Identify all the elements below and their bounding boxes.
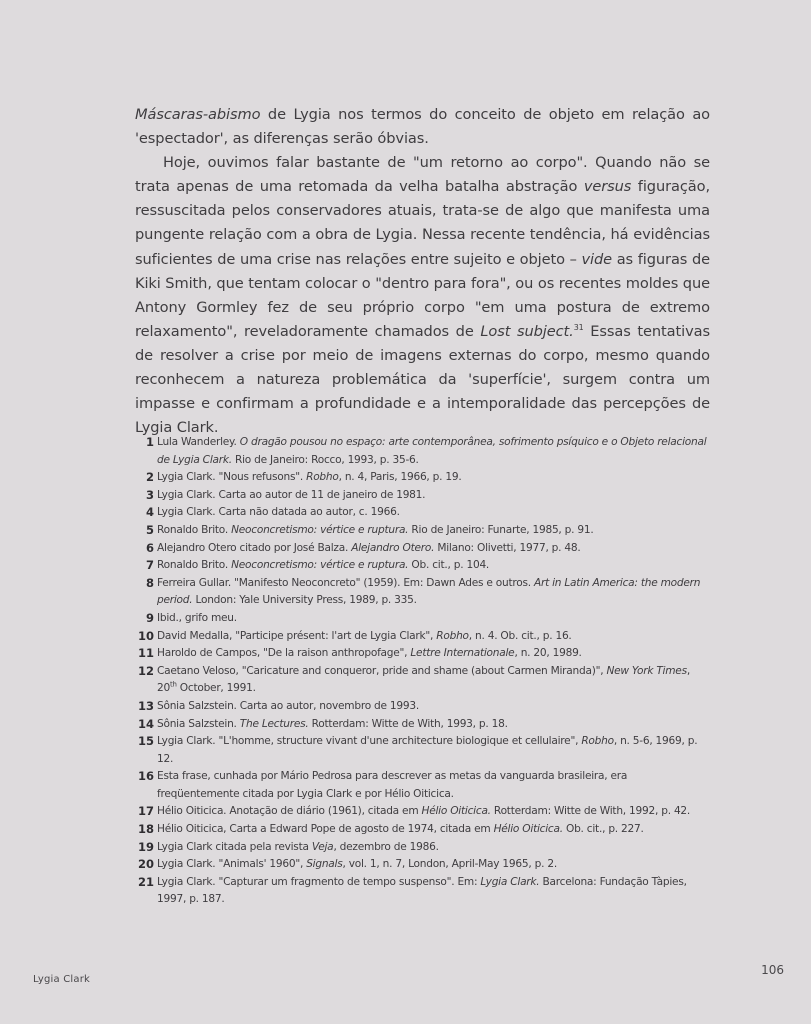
footnote-item: [132, 874, 712, 909]
footnote-text-part: Hélio Oiticica. Anotação de diário (1961), citada em: [157, 805, 422, 818]
footnote-item: [132, 803, 712, 821]
footnote-title: O dragão pousou no espaço: arte contemporânea, sofrimento psíquico e o Objeto relacional de Lygia Clark.: [157, 436, 707, 466]
footnote-number: 7: [145, 558, 154, 573]
footnote-text-part: Ob. cit., p. 227.: [562, 823, 644, 836]
footnote-item: [132, 504, 712, 522]
footnote-item: [132, 575, 712, 610]
footnote-text-part: Lygia Clark. "Capturar um fragmento de tempo suspenso". Em:: [157, 875, 481, 888]
footnote-text: [156, 874, 712, 909]
footnote-item: [132, 487, 712, 505]
footnote-text-part: Lygia Clark. "Nous refusons".: [157, 471, 307, 484]
footnote-title: New York Times: [606, 664, 687, 677]
footnote-number: 17: [137, 804, 154, 819]
paragraph-2-vide: vide: [581, 250, 613, 268]
footnote-text-part: Esta frase, cunhada por Mário Pedrosa para descrever as metas da vanguarda brasileira, era freqüentemente citada por Lygia Clark e por Hélio Oiticica.: [157, 770, 628, 800]
footnote-number: 14: [137, 716, 154, 731]
footnote-number: 11: [137, 646, 154, 661]
paragraph-2-text-a: Hoje, ouvimos falar bastante de "um retorno ao corpo". Quando não se trata apenas de uma retomada da velha batalha abstração: [135, 154, 710, 196]
paragraph-2-text-c: as figuras de Kiki Smith, que tentam colocar o "dentro para fora", ou os recentes moldes que Antony Gormley fez de seu próprio corpo "em uma postura de extremo relaxamento", reveladoramente chamados de: [135, 250, 711, 340]
footnote-text-part: Lygia Clark citada pela revista: [157, 840, 312, 853]
footnote-text-part: , n. 4, Paris, 1966, p. 19.: [338, 471, 462, 484]
footnote-title: Alejandro Otero.: [351, 541, 435, 554]
footnote-text: [156, 557, 712, 575]
footnote-title: Veja: [311, 840, 334, 853]
footnote-text: [156, 610, 712, 628]
paragraph-2-versus: versus: [583, 178, 632, 196]
footnote-item: [132, 540, 712, 558]
footnote-number: 20: [137, 857, 154, 872]
footnote-title: Hélio Oiticica.: [493, 823, 563, 836]
footnote-text-part: , 20: [157, 664, 690, 695]
footnote-text-part: Milano: Olivetti, 1977, p. 48.: [434, 541, 581, 554]
footnote-title: Lygia Clark.: [480, 875, 540, 888]
footnote-text: [156, 628, 712, 646]
footnote-text-part: , n. 5-6, 1969, p. 12.: [157, 735, 698, 765]
footnote-title: Art in Latin America: the modern period.: [157, 576, 701, 607]
footnote-text: [156, 504, 712, 522]
footnote-text-part: Barcelona: Fundação Tàpies, 1997, p. 187.: [157, 875, 687, 906]
page-number: 106: [761, 963, 784, 977]
footnote-text-part: Rio de Janeiro: Rocco, 1993, p. 35-6.: [231, 453, 419, 466]
footnote-text-part: , n. 20, 1989.: [514, 647, 582, 660]
footnote-text: [156, 645, 712, 663]
footnote-item: [132, 645, 712, 663]
footnote-text-part: Rotterdam: Witte de With, 1992, p. 42.: [490, 805, 691, 818]
footnote-text: [156, 575, 712, 610]
footnote-text-part: Alejandro Otero citado por José Balza.: [157, 541, 352, 554]
footnote-item: [132, 733, 712, 768]
footnote-number: 8: [145, 575, 154, 590]
footnote-text: [156, 733, 712, 768]
footnote-text-part: Lula Wanderley.: [157, 436, 240, 448]
footnote-text: [156, 663, 712, 698]
footnote-text-part: Sônia Salzstein.: [157, 717, 240, 730]
footnote-item: [132, 768, 712, 803]
footnote-text-part: , vol. 1, n. 7, London, April-May 1965, p. 2.: [342, 858, 557, 871]
body-text: [135, 103, 710, 440]
footnote-text-part: Ibid., grifo meu.: [157, 611, 237, 624]
footnote-number: 3: [145, 487, 154, 502]
footnote-number: 15: [137, 734, 154, 749]
footnote-title: Signals: [306, 858, 343, 871]
footnote-item: [132, 839, 712, 857]
footnote-item: [132, 856, 712, 874]
footnote-title: Robho: [581, 735, 614, 748]
footnote-text: [156, 856, 712, 874]
footnote-number: 13: [137, 698, 154, 713]
footnote-text-part: Caetano Veloso, "Caricature and conqueror, pride and shame (about Carmen Miranda)",: [157, 664, 607, 677]
footnote-number: 10: [137, 628, 154, 643]
footnote-text-part: Rio de Janeiro: Funarte, 1985, p. 91.: [408, 523, 594, 536]
footnote-number: 18: [137, 822, 154, 837]
footnote-text: [156, 716, 712, 734]
footnote-text: [156, 839, 712, 857]
footnote-text: [156, 522, 712, 540]
footnote-text: [156, 540, 712, 558]
paragraph-1-text: de Lygia nos termos do conceito de objeto em relação ao 'espectador', as diferenças serão óbvias.: [135, 106, 710, 148]
footnote-number: 1: [145, 435, 154, 449]
footnote-text-part: Ronaldo Brito.: [157, 523, 232, 536]
footnote-text-part: , n. 4. Ob. cit., p. 16.: [468, 629, 572, 642]
footnote-number: 2: [145, 470, 154, 485]
footnote-text-part: Sônia Salzstein. Carta ao autor, novembro de 1993.: [157, 699, 419, 712]
paragraph-1-italic: Máscaras-abismo: [135, 106, 261, 123]
footnote-text: [156, 698, 712, 716]
footnote-item: [132, 663, 712, 698]
footnote-text-part: Hélio Oiticica, Carta a Edward Pope de agosto de 1974, citada em: [157, 823, 494, 836]
footnote-title: Robho: [306, 471, 339, 484]
footnote-text-part: Lygia Clark. Carta ao autor de 11 de janeiro de 1981.: [157, 488, 426, 501]
footnote-superscript: th: [169, 680, 177, 689]
footnote-item: [132, 821, 712, 839]
footnote-number: 21: [137, 874, 154, 889]
footnote-text-part: David Medalla, "Participe présent: l'art de Lygia Clark",: [157, 629, 437, 642]
footnote-text-part: Rotterdam: Witte de With, 1993, p. 18.: [308, 717, 508, 730]
footnote-number: 6: [145, 540, 154, 555]
footnote-text-part: October, 1991.: [176, 682, 256, 695]
footnote-text-part: Ob. cit., p. 104.: [408, 559, 490, 572]
footnote-item: [132, 469, 712, 487]
footnote-number: 16: [137, 769, 154, 784]
footnote-text-part: Lygia Clark. "Animals' 1960",: [157, 858, 307, 871]
footnote-text-part: Haroldo de Campos, "De la raison anthropofage",: [157, 647, 411, 660]
footnote-text-part: Ronaldo Brito.: [157, 559, 232, 572]
footnote-item: [132, 522, 712, 540]
footnote-title: Lettre Internationale: [410, 647, 515, 660]
footnote-title: The Lectures.: [239, 717, 309, 730]
footnote-title: Neoconcretismo: vértice e ruptura.: [231, 523, 409, 536]
footnote-item: [132, 557, 712, 575]
footnote-item: [132, 434, 712, 469]
footnote-number: 9: [145, 610, 154, 625]
footnote-item: [132, 628, 712, 646]
paragraph-2-text-d: Essas tentativas de resolver a crise por meio de imagens externas do corpo, mesmo quando reconhecem a natureza problemática da 'superfície', surgem contra um impasse e confirmam a profundidade e a intemporalidade das percepções de Lygia Clark.: [135, 322, 710, 437]
footnote-item: [132, 716, 712, 734]
footnote-text-part: Lygia Clark. "L'homme, structure vivant d'une architecture biologique et cellulaire",: [157, 735, 582, 748]
footnote-title: Neoconcretismo: vértice e ruptura.: [231, 559, 409, 572]
footnote-text: [156, 469, 712, 487]
paragraph-1: [135, 103, 710, 151]
footnote-text-part: , dezembro de 1986.: [333, 840, 439, 853]
running-title: Lygia Clark: [33, 974, 90, 985]
footnote-text-part: London: Yale University Press, 1989, p. 335.: [192, 594, 417, 607]
footnote-title: Hélio Oiticica.: [421, 805, 491, 818]
footnote-text: [156, 487, 712, 505]
footnote-ref-31: 31: [573, 322, 584, 332]
paragraph-2: [135, 151, 710, 440]
footnote-item: [132, 610, 712, 628]
paragraph-2-text-b: figuração, ressuscitada pelos conservadores atuais, trata-se de algo que manifesta uma pungente relação com a obra de Lygia. Nessa recente tendência, há evidências suficientes de uma crise nas relações entre sujeito e objeto –: [135, 178, 710, 268]
footnote-text: [156, 803, 712, 821]
footnote-number: 19: [137, 839, 154, 854]
footnote-text-part: Lygia Clark. Carta não datada ao autor, c. 1966.: [157, 506, 400, 519]
footnote-text-part: Ferreira Gullar. "Manifesto Neoconcreto" (1959). Em: Dawn Ades e outros.: [157, 576, 534, 589]
footnote-title: Robho: [436, 629, 469, 642]
footnote-number: 12: [137, 663, 154, 678]
footnote-text: [156, 434, 712, 469]
footnote-number: 5: [145, 522, 154, 537]
footnote-text: [156, 768, 712, 803]
footnote-number: 4: [145, 505, 154, 520]
footnotes-list: [132, 434, 712, 909]
footnote-text: [156, 821, 712, 839]
footnote-item: [132, 698, 712, 716]
paragraph-2-lost-subject: Lost subject.: [480, 322, 574, 340]
